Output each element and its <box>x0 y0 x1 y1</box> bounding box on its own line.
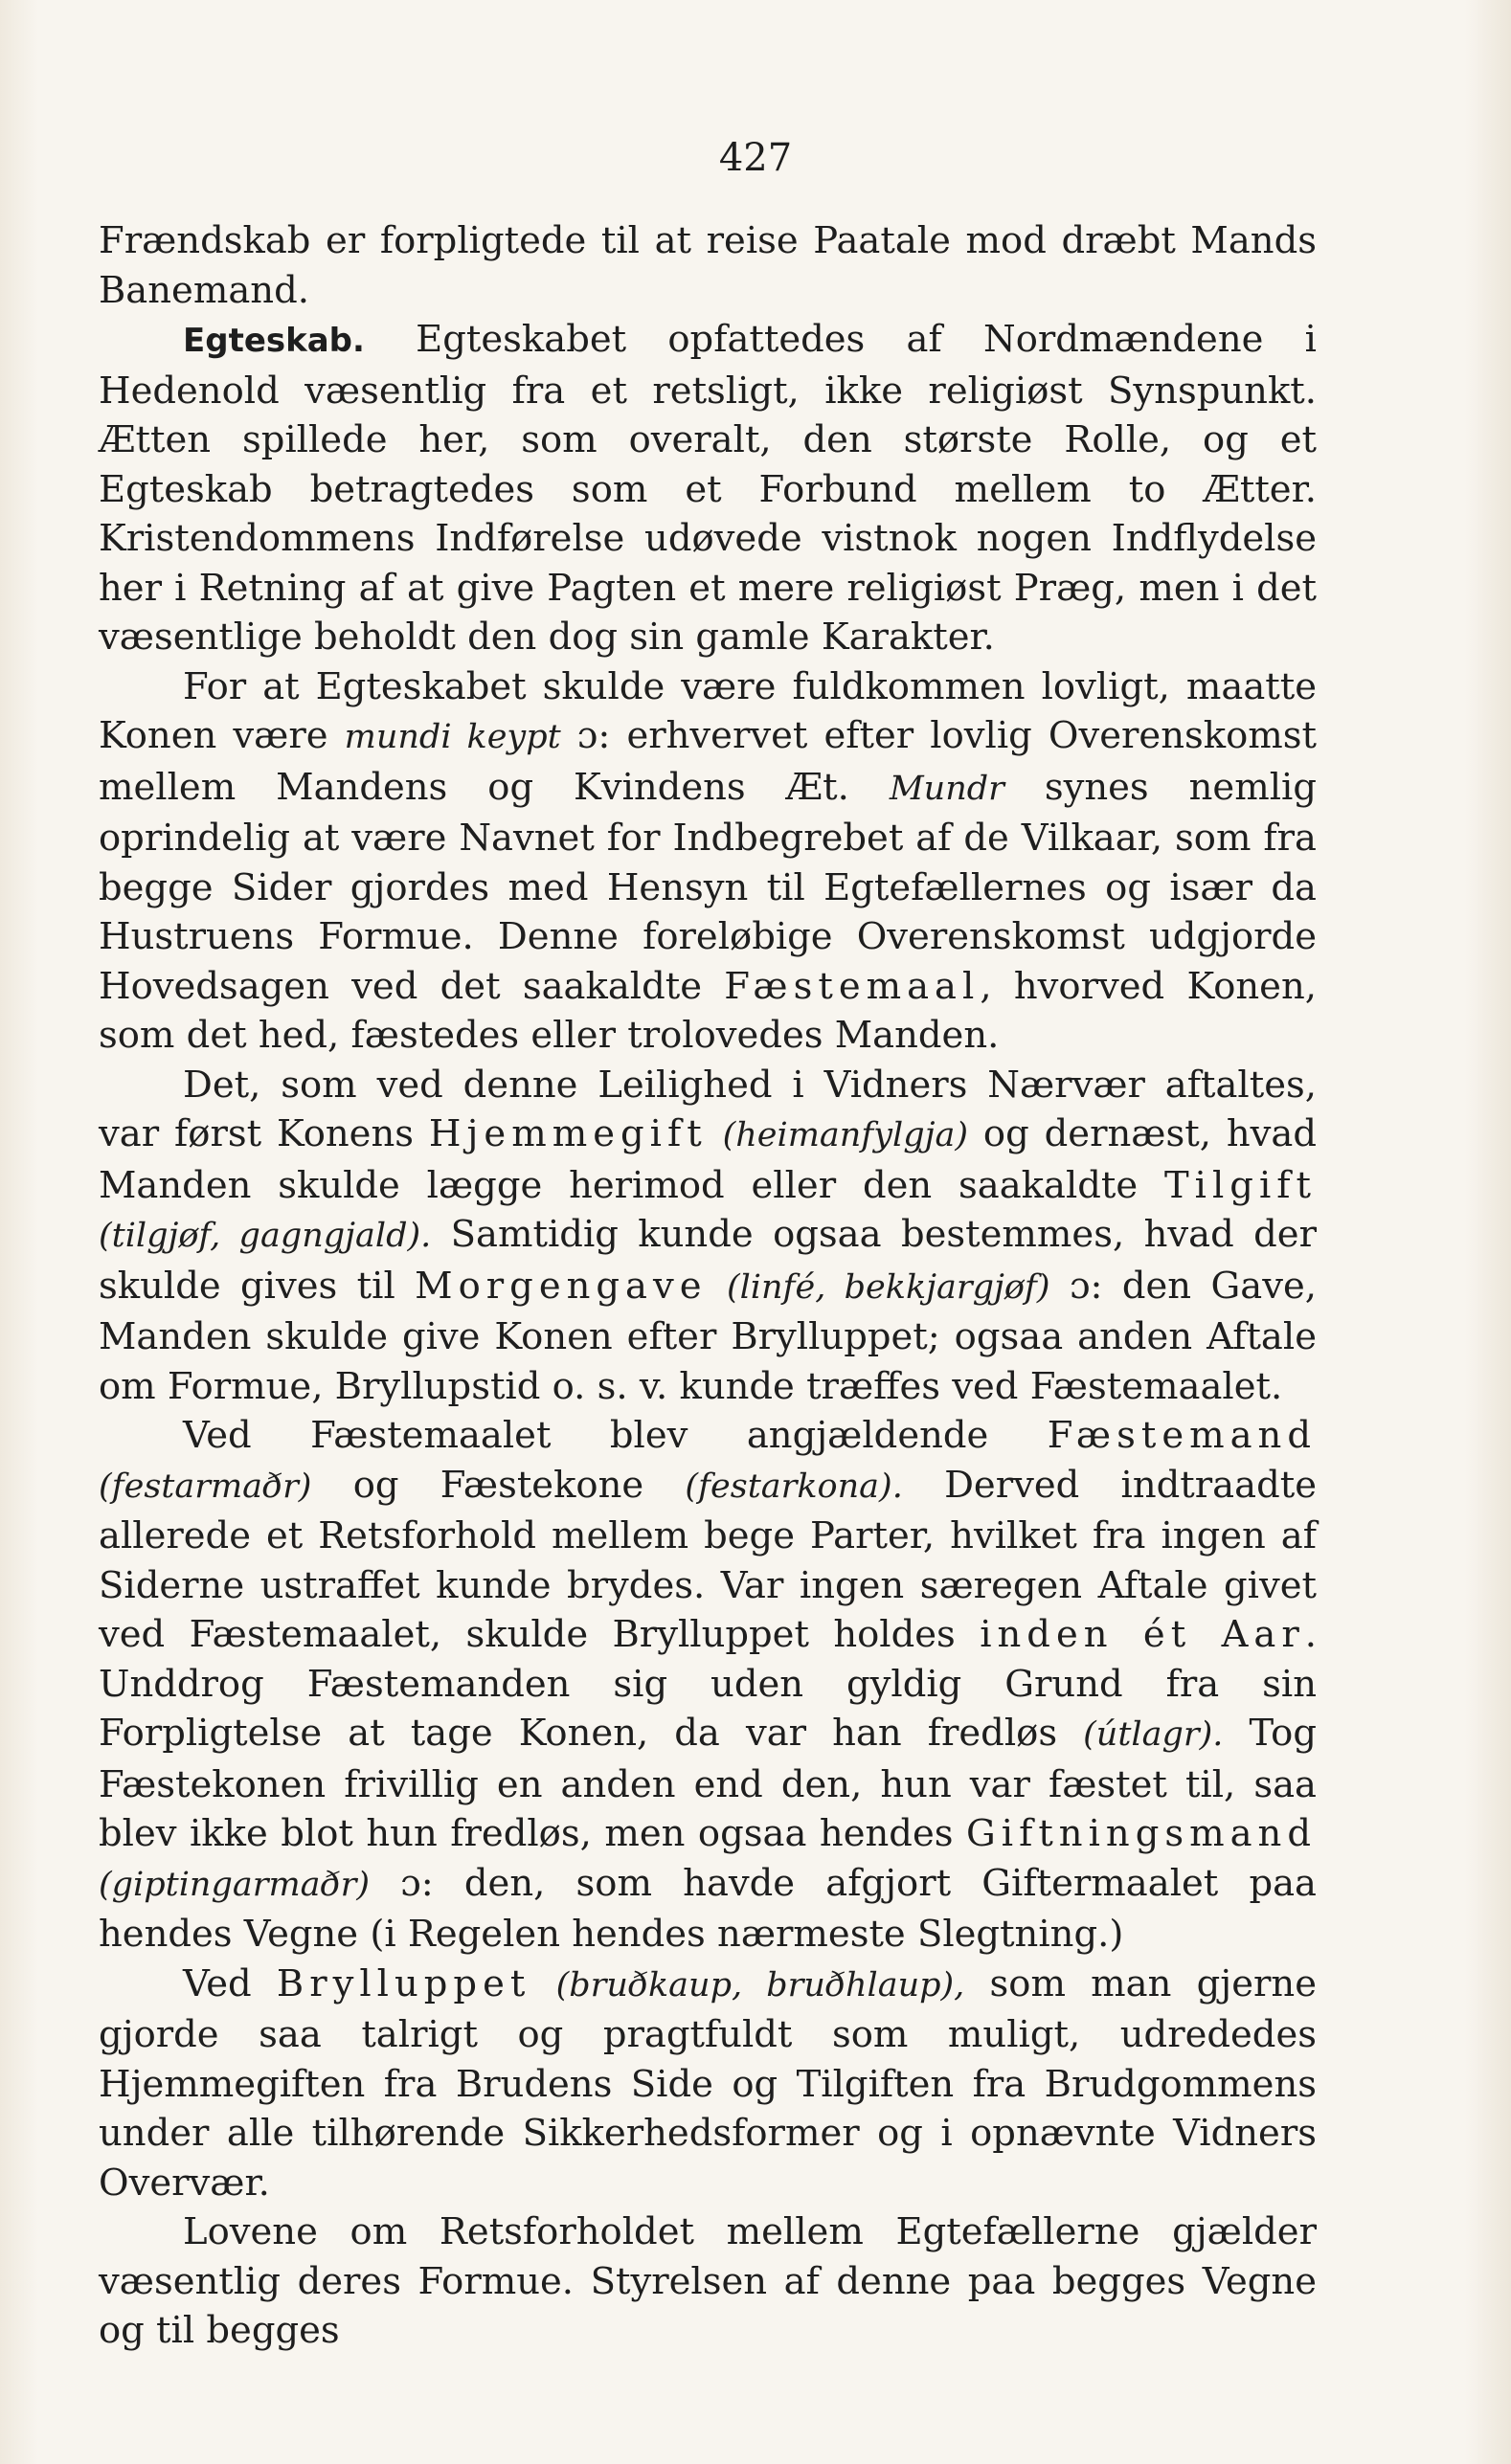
spaced-term: Morgengave <box>415 1264 708 1308</box>
italic-term: Mundr <box>889 769 1004 808</box>
paragraph <box>99 2207 1317 2356</box>
text-run: ɔ: erhvervet efter lovlig Overenskomst mellem Mandens og Kvindens Æt. <box>99 714 1317 809</box>
text-run: Tog Fæstekonen frivillig en anden end den, hun var fæstet til, saa blev ikke blot hun fredløs, men ogsaa hendes <box>99 1712 1317 1855</box>
italic-term: (linfé, bekkjargjøf) <box>726 1267 1050 1307</box>
italic-term: (heimanfylgja) <box>722 1116 969 1154</box>
text-run: . Unddrog Fæstemanden sig uden gyldig Grund fra sin Forpligtelse at tage Konen, da var han fredløs <box>99 1613 1317 1755</box>
italic-term: mundi keypt <box>344 718 561 756</box>
italic-term: (bruðkaup, bruðhlaup), <box>555 1965 965 2005</box>
spaced-term: Fæstemaal <box>724 964 981 1008</box>
text-run: , hvorved Konen, som det hed, fæstedes eller trolovedes Manden. <box>99 964 1317 1057</box>
text-run <box>530 1962 555 2005</box>
italic-term: (útlagr). <box>1083 1715 1224 1754</box>
paragraph <box>99 1960 1317 2208</box>
spaced-term: Fæstemand <box>1047 1414 1317 1457</box>
text-run: synes nemlig oprindelig at være Navnet for Indbegrebet af de Vilkaar, som fra begge Sider gjordes med Hensyn til Egtefællernes og især da Hustruens Formue. Denne foreløbige Overenskomst udgjorde Hovedsagen ved det saakaldte <box>99 765 1317 1008</box>
text-run: ɔ: den Gave, Manden skulde give Konen efter Brylluppet; ogsaa anden Aftale om Formue, Bryllupstid o. s. v. kunde træffes ved Fæstemaalet. <box>99 1264 1317 1408</box>
spaced-term: inden ét Aar <box>980 1613 1305 1656</box>
text-run: Det, som ved denne Leilighed i Vidners Nærvær aftaltes, var først Konens <box>99 1063 1317 1155</box>
paragraph <box>99 1411 1317 1960</box>
text-run: For at Egteskabet skulde være fuldkommen lovligt, maatte Konen være <box>99 664 1317 757</box>
text-run: Ved <box>183 1961 277 2005</box>
italic-term: (festarkona). <box>685 1467 903 1506</box>
paragraph <box>99 216 1317 315</box>
text-run <box>708 1112 723 1155</box>
text-run: som man gjerne gjorde saa talrigt og pragtfuldt som muligt, udrededes Hjemmegiften fra Brudens Side og Tilgiften fra Brudgommens under alle tilhørende Sikkerhedsformer og i opnævnte Vidners Overvær. <box>99 1961 1317 2205</box>
spaced-term: Brylluppet <box>276 1961 531 2005</box>
text-run: og dernæst, hvad Manden skulde lægge herimod eller den saakaldte <box>99 1112 1317 1207</box>
italic-term: (festarmaðr) <box>99 1467 312 1506</box>
text-run: Derved indtraadte allerede et Retsforhold mellem bege Parter, hvilket fra ingen af Siderne ustraffet kunde brydes. Var ingen særegen Aftale givet ved Fæstemaalet, skulde Brylluppet holdes <box>99 1463 1317 1656</box>
paragraph <box>99 315 1317 662</box>
text-run: Frændskab er forpligtede til at reise Paatale mod dræbt Mands Banemand. <box>99 219 1317 312</box>
italic-term: (tilgjøf, gagngjald). <box>99 1217 432 1255</box>
spaced-term: Giftningsmand <box>966 1812 1317 1855</box>
paragraph <box>99 662 1317 1061</box>
section-heading: Egteskab. <box>183 322 365 360</box>
text-run: Samtidig kunde ogsaa bestemmes, hvad der skulde gives til <box>99 1213 1317 1308</box>
text-run: og Fæstekone <box>311 1463 686 1507</box>
text-run: ɔ: den, som havde afgjort Giftermaalet paa hendes Vegne (i Regelen hendes nærmeste Slegtning.) <box>99 1861 1317 1956</box>
paragraph <box>99 1061 1317 1412</box>
italic-term: (giptingarmaðr) <box>99 1865 370 1904</box>
text-run: Egteskabet opfattedes af Nordmændene i Hedenold væsentlig fra et retsligt, ikke religiøst Synspunkt. Ætten spillede her, som overalt, den største Rolle, og et Egteskab betragtedes som et Forbund mellem to Ætter. Kristendommens Indførelse udøvede vistnok nogen Indflydelse her i Retning af at give Pagten et mere religiøst Præg, men i det væsentlige beholdt den dog sin gamle Karakter. <box>99 318 1317 659</box>
spaced-term: Hjemmegift <box>428 1112 708 1155</box>
text-run: Lovene om Retsforholdet mellem Egtefællerne gjælder væsentlig deres Formue. Styrelsen af denne paa begges Vegne og til begges <box>99 2210 1317 2352</box>
page-number: 427 <box>718 136 793 180</box>
body-text <box>99 216 1317 2356</box>
text-run <box>708 1265 727 1308</box>
text-run: Ved Fæstemaalet blev angjældende <box>183 1414 1048 1457</box>
spaced-term: Tilgift <box>1164 1163 1317 1207</box>
